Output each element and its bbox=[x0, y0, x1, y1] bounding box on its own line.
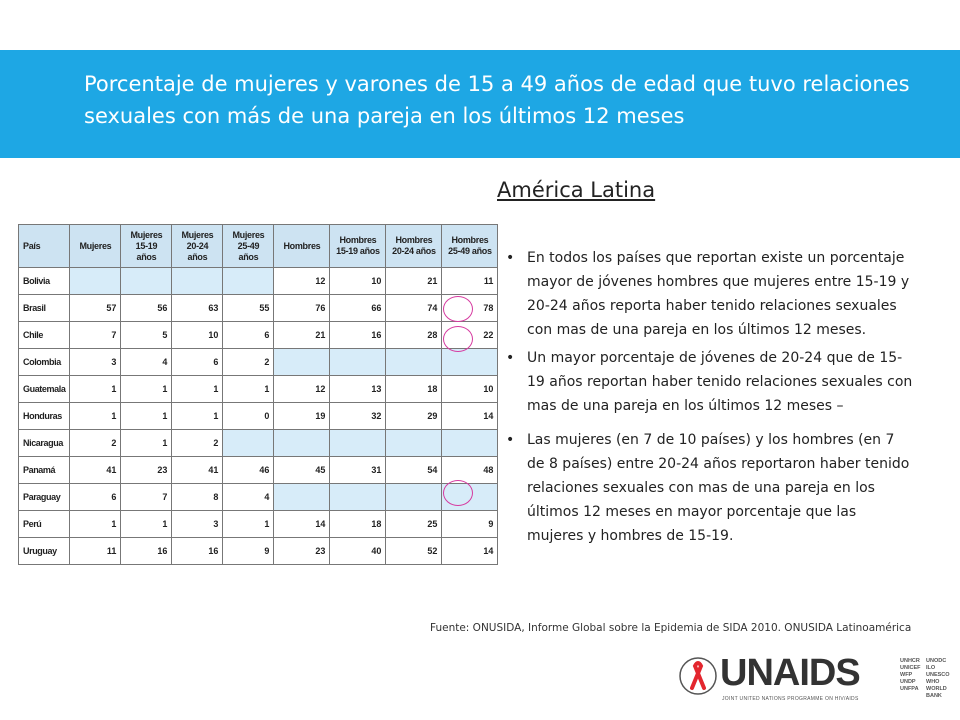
title-banner bbox=[0, 50, 960, 158]
value-cell bbox=[223, 430, 274, 457]
value-cell: 16 bbox=[121, 538, 172, 565]
value-cell: 16 bbox=[330, 322, 386, 349]
value-cell: 5 bbox=[121, 322, 172, 349]
cosponsor: WHO bbox=[926, 679, 940, 685]
value-cell: 14 bbox=[442, 403, 498, 430]
value-cell: 78 bbox=[442, 295, 498, 322]
value-cell: 2 bbox=[70, 430, 121, 457]
bullet-item bbox=[506, 246, 916, 342]
value-cell: 6 bbox=[172, 349, 223, 376]
country-cell: Panamá bbox=[19, 457, 70, 484]
table-row bbox=[19, 484, 498, 511]
value-cell bbox=[274, 349, 330, 376]
table-header-cell: Mujeres 25-49 años bbox=[223, 225, 274, 268]
value-cell bbox=[223, 268, 274, 295]
country-cell: Uruguay bbox=[19, 538, 70, 565]
country-cell: Brasil bbox=[19, 295, 70, 322]
value-cell bbox=[330, 349, 386, 376]
bullet-text: Un mayor porcentaje de jóvenes de 20-24 que de 15-19 años reportan haber tenido relaciones sexuales con mas de una pareja en los últimos 12 meses – bbox=[527, 350, 913, 414]
value-cell: 21 bbox=[274, 322, 330, 349]
table-header-cell: País bbox=[19, 225, 70, 268]
value-cell bbox=[330, 484, 386, 511]
value-cell: 63 bbox=[172, 295, 223, 322]
cosponsor: WORLD BANK bbox=[926, 686, 947, 699]
unaids-logo bbox=[678, 652, 948, 708]
value-cell: 1 bbox=[70, 376, 121, 403]
highlight-circle-chile bbox=[443, 326, 473, 352]
value-cell bbox=[442, 349, 498, 376]
table-header-cell: Hombres 15-19 años bbox=[330, 225, 386, 268]
value-cell: 66 bbox=[330, 295, 386, 322]
country-cell: Bolivia bbox=[19, 268, 70, 295]
cosponsor: UNODC bbox=[926, 658, 947, 664]
value-cell: 14 bbox=[274, 511, 330, 538]
value-cell: 9 bbox=[223, 538, 274, 565]
aids-ribbon-icon bbox=[678, 654, 718, 702]
cosponsor: WFP bbox=[900, 672, 913, 678]
value-cell: 23 bbox=[274, 538, 330, 565]
value-cell: 40 bbox=[330, 538, 386, 565]
value-cell: 0 bbox=[223, 403, 274, 430]
value-cell bbox=[442, 430, 498, 457]
table-row bbox=[19, 538, 498, 565]
value-cell: 52 bbox=[386, 538, 442, 565]
value-cell: 56 bbox=[121, 295, 172, 322]
table-row bbox=[19, 322, 498, 349]
bullet-dot: • bbox=[506, 350, 515, 366]
table-row bbox=[19, 376, 498, 403]
value-cell: 7 bbox=[121, 484, 172, 511]
table-row bbox=[19, 295, 498, 322]
value-cell bbox=[330, 430, 386, 457]
value-cell: 28 bbox=[386, 322, 442, 349]
highlight-circle-panama bbox=[443, 480, 473, 506]
value-cell: 10 bbox=[330, 268, 386, 295]
table-header-cell: Hombres 20-24 años bbox=[386, 225, 442, 268]
table-header-cell: Hombres 25-49 años bbox=[442, 225, 498, 268]
value-cell bbox=[172, 268, 223, 295]
value-cell: 22 bbox=[442, 322, 498, 349]
value-cell: 48 bbox=[442, 457, 498, 484]
country-cell: Guatemala bbox=[19, 376, 70, 403]
value-cell: 12 bbox=[274, 376, 330, 403]
bullet-dot: • bbox=[506, 432, 515, 448]
value-cell: 13 bbox=[330, 376, 386, 403]
value-cell: 9 bbox=[442, 511, 498, 538]
value-cell: 41 bbox=[70, 457, 121, 484]
value-cell bbox=[70, 268, 121, 295]
value-cell: 1 bbox=[121, 511, 172, 538]
data-table bbox=[18, 224, 498, 565]
cosponsor: UNICEF bbox=[900, 665, 921, 671]
value-cell: 23 bbox=[121, 457, 172, 484]
value-cell bbox=[386, 430, 442, 457]
bullet-text: En todos los países que reportan existe un porcentaje mayor de jóvenes hombres que mujeres entre 15-19 y 20-24 años reporta haber tenido relaciones sexuales con mas de una pareja en los últimos 12 meses. bbox=[527, 250, 910, 338]
table-header-cell: Mujeres bbox=[70, 225, 121, 268]
value-cell: 19 bbox=[274, 403, 330, 430]
value-cell: 2 bbox=[223, 349, 274, 376]
table-row bbox=[19, 403, 498, 430]
bullet-dot: • bbox=[506, 250, 515, 266]
cosponsor: UNDP bbox=[900, 679, 916, 685]
value-cell: 3 bbox=[70, 349, 121, 376]
value-cell bbox=[121, 268, 172, 295]
value-cell: 54 bbox=[386, 457, 442, 484]
table-row bbox=[19, 430, 498, 457]
logo-subtitle: JOINT UNITED NATIONS PROGRAMME ON HIV/AIDS bbox=[722, 696, 859, 702]
value-cell: 7 bbox=[70, 322, 121, 349]
country-cell: Honduras bbox=[19, 403, 70, 430]
page-title: Porcentaje de mujeres y varones de 15 a 49 años de edad que tuvo relaciones sexuales con más de una pareja en los últimos 12 meses bbox=[84, 72, 910, 128]
value-cell: 6 bbox=[223, 322, 274, 349]
value-cell: 16 bbox=[172, 538, 223, 565]
table-header-cell: Hombres bbox=[274, 225, 330, 268]
table-header-row bbox=[19, 225, 498, 268]
value-cell: 1 bbox=[121, 430, 172, 457]
country-cell: Paraguay bbox=[19, 484, 70, 511]
value-cell: 76 bbox=[274, 295, 330, 322]
value-cell: 6 bbox=[70, 484, 121, 511]
table-row bbox=[19, 349, 498, 376]
value-cell: 1 bbox=[121, 376, 172, 403]
logo-cosponsors-1 bbox=[900, 658, 920, 693]
highlight-circle-brasil bbox=[443, 296, 473, 322]
value-cell: 29 bbox=[386, 403, 442, 430]
cosponsor: ILO bbox=[926, 665, 936, 671]
value-cell: 1 bbox=[172, 403, 223, 430]
value-cell: 11 bbox=[442, 268, 498, 295]
value-cell: 1 bbox=[70, 403, 121, 430]
value-cell: 10 bbox=[442, 376, 498, 403]
value-cell: 32 bbox=[330, 403, 386, 430]
value-cell: 31 bbox=[330, 457, 386, 484]
country-cell: Nicaragua bbox=[19, 430, 70, 457]
table-row bbox=[19, 268, 498, 295]
value-cell: 12 bbox=[274, 268, 330, 295]
country-cell: Perú bbox=[19, 511, 70, 538]
bullet-item bbox=[506, 346, 916, 418]
value-cell bbox=[274, 484, 330, 511]
value-cell: 21 bbox=[386, 268, 442, 295]
value-cell: 25 bbox=[386, 511, 442, 538]
value-cell: 55 bbox=[223, 295, 274, 322]
value-cell bbox=[274, 430, 330, 457]
value-cell: 18 bbox=[330, 511, 386, 538]
region-title: América Latina bbox=[497, 178, 656, 202]
value-cell: 1 bbox=[223, 376, 274, 403]
country-cell: Chile bbox=[19, 322, 70, 349]
value-cell: 4 bbox=[223, 484, 274, 511]
bullet-text: Las mujeres (en 7 de 10 países) y los hombres (en 7 de 8 países) entre 20-24 años reportaron haber tenido relaciones sexuales con mas de una pareja en los últimos 12 meses en mayor porcentaje que las mujeres y hombres de 15-19. bbox=[527, 432, 910, 544]
cosponsor: UNFPA bbox=[900, 686, 919, 692]
cosponsor: UNHCR bbox=[900, 658, 920, 664]
value-cell: 14 bbox=[442, 538, 498, 565]
table-row bbox=[19, 457, 498, 484]
table-header-cell: Mujeres 15-19 años bbox=[121, 225, 172, 268]
value-cell: 1 bbox=[223, 511, 274, 538]
value-cell: 45 bbox=[274, 457, 330, 484]
value-cell: 74 bbox=[386, 295, 442, 322]
value-cell: 11 bbox=[70, 538, 121, 565]
bullet-item bbox=[506, 428, 916, 548]
value-cell: 4 bbox=[121, 349, 172, 376]
country-cell: Colombia bbox=[19, 349, 70, 376]
value-cell: 8 bbox=[172, 484, 223, 511]
value-cell: 57 bbox=[70, 295, 121, 322]
source-note: Fuente: ONUSIDA, Informe Global sobre la Epidemia de SIDA 2010. ONUSIDA Latinoamérica bbox=[430, 622, 912, 634]
value-cell: 1 bbox=[121, 403, 172, 430]
table-row bbox=[19, 511, 498, 538]
table-header-cell: Mujeres 20-24 años bbox=[172, 225, 223, 268]
value-cell: 46 bbox=[223, 457, 274, 484]
value-cell bbox=[386, 349, 442, 376]
value-cell: 18 bbox=[386, 376, 442, 403]
value-cell bbox=[386, 484, 442, 511]
value-cell: 1 bbox=[70, 511, 121, 538]
value-cell: 1 bbox=[172, 376, 223, 403]
value-cell: 3 bbox=[172, 511, 223, 538]
logo-word: UNAIDS bbox=[720, 652, 860, 694]
value-cell: 2 bbox=[172, 430, 223, 457]
bullet-list bbox=[506, 246, 916, 552]
cosponsor: UNESCO bbox=[926, 672, 950, 678]
value-cell: 41 bbox=[172, 457, 223, 484]
logo-cosponsors-2 bbox=[926, 658, 950, 700]
value-cell: 10 bbox=[172, 322, 223, 349]
